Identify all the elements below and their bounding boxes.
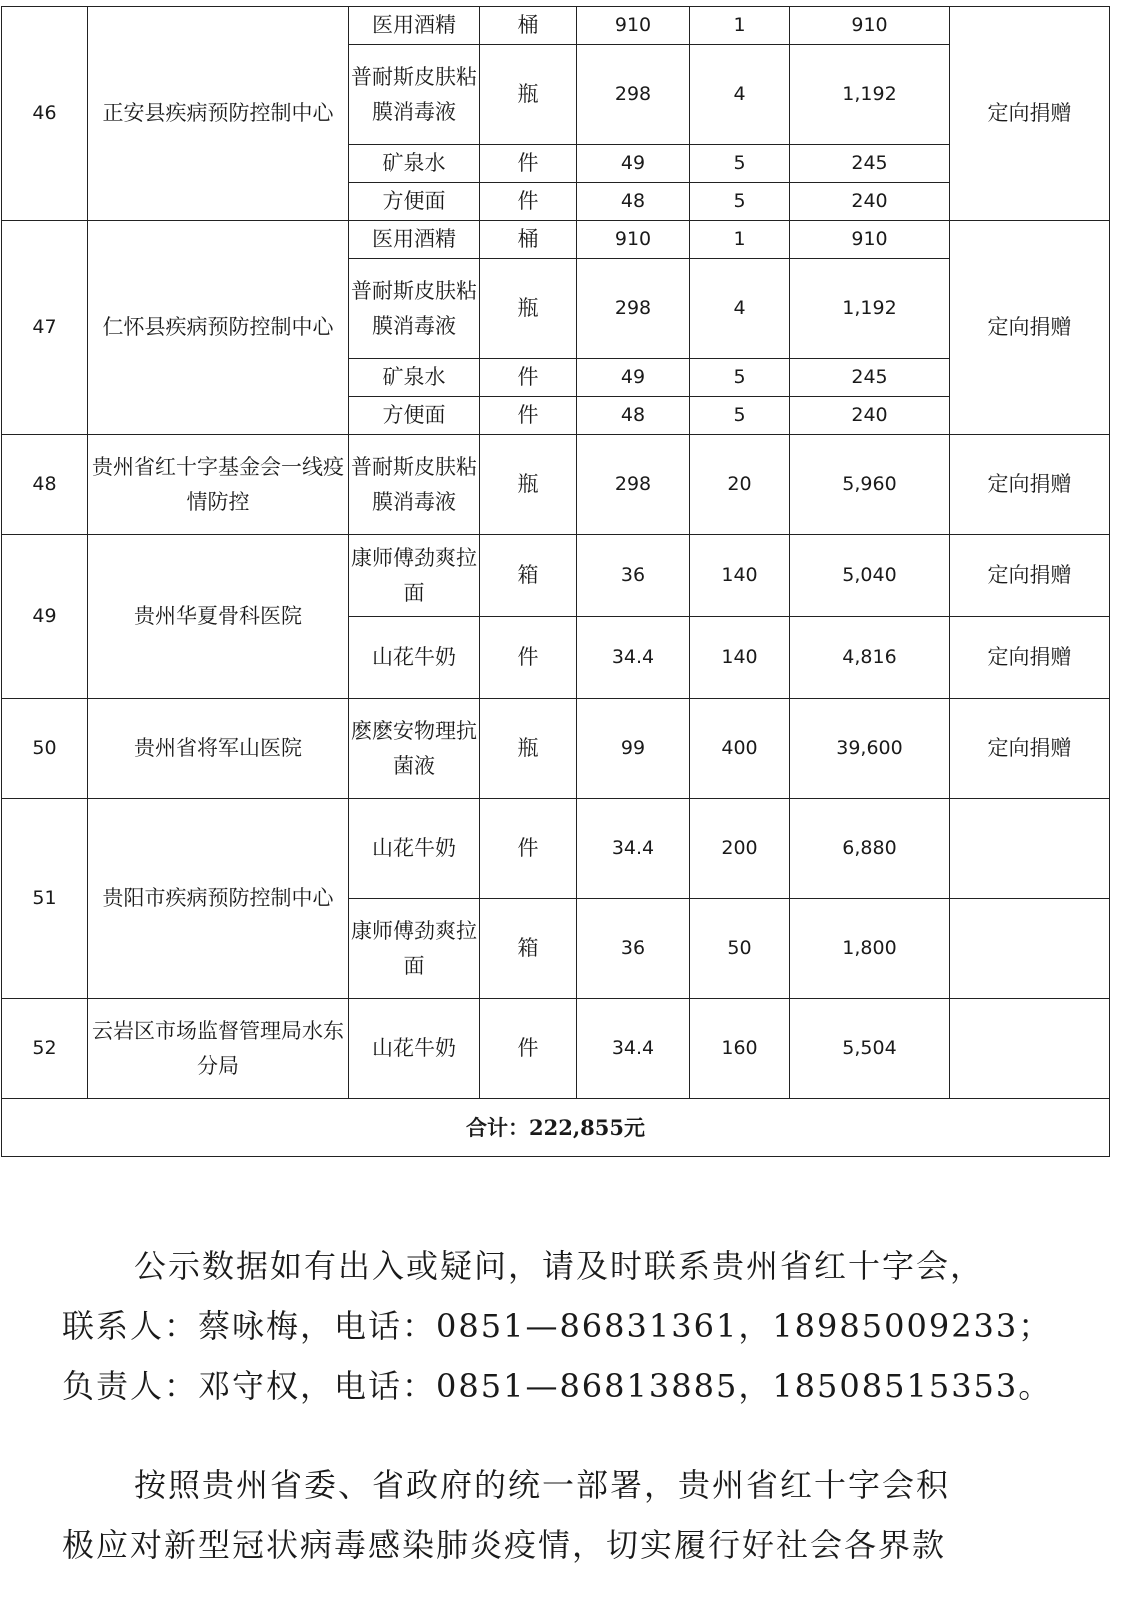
item-unit: 桶 (480, 7, 577, 45)
donation-note: 定向捐赠 (950, 699, 1110, 799)
item-unit: 件 (480, 999, 577, 1099)
item-name: 普耐斯皮肤粘膜消毒液 (349, 435, 480, 535)
item-qty: 1 (690, 7, 790, 45)
table-row (2, 7, 1110, 45)
donation-note: 定向捐赠 (950, 535, 1110, 617)
item-amount: 910 (790, 7, 950, 45)
item-name: 普耐斯皮肤粘膜消毒液 (349, 45, 480, 145)
item-amount: 245 (790, 359, 950, 397)
row-number: 48 (2, 435, 88, 535)
donation-note: 定向捐赠 (950, 7, 1110, 221)
item-amount: 5,040 (790, 535, 950, 617)
item-name: 山花牛奶 (349, 799, 480, 899)
donation-note: 定向捐赠 (950, 435, 1110, 535)
item-name: 医用酒精 (349, 221, 480, 259)
row-number: 47 (2, 221, 88, 435)
item-qty: 1 (690, 221, 790, 259)
item-unit: 件 (480, 359, 577, 397)
item-name: 康师傅劲爽拉面 (349, 535, 480, 617)
recipient-org: 正安县疾病预防控制中心 (88, 7, 349, 221)
item-qty: 4 (690, 45, 790, 145)
item-amount: 240 (790, 183, 950, 221)
item-price: 99 (577, 699, 690, 799)
item-name: 矿泉水 (349, 145, 480, 183)
item-qty: 140 (690, 617, 790, 699)
item-amount: 240 (790, 397, 950, 435)
item-unit: 瓶 (480, 259, 577, 359)
row-number: 50 (2, 699, 88, 799)
item-unit: 桶 (480, 221, 577, 259)
item-name: 方便面 (349, 397, 480, 435)
item-price: 48 (577, 397, 690, 435)
item-amount: 5,960 (790, 435, 950, 535)
responsible-person-line: 负责人：邓守权，电话：0851—86813885，18508515353。 (62, 1367, 1053, 1405)
recipient-org: 仁怀县疾病预防控制中心 (88, 221, 349, 435)
item-unit: 箱 (480, 899, 577, 999)
recipient-org: 贵州华夏骨科医院 (88, 535, 349, 699)
item-price: 34.4 (577, 799, 690, 899)
item-unit: 件 (480, 617, 577, 699)
contact-person-line: 联系人：蔡咏梅，电话：0851—86831361，18985009233； (62, 1307, 1053, 1345)
row-number: 46 (2, 7, 88, 221)
donations-table (1, 6, 1110, 1157)
item-price: 34.4 (577, 617, 690, 699)
item-unit: 瓶 (480, 435, 577, 535)
recipient-org: 贵阳市疾病预防控制中心 (88, 799, 349, 999)
paragraph-line: 极应对新型冠状病毒感染肺炎疫情，切实履行好社会各界款 (62, 1526, 947, 1564)
item-name: 麽麽安物理抗菌液 (349, 699, 480, 799)
donation-note (950, 899, 1110, 999)
item-amount: 1,800 (790, 899, 950, 999)
item-qty: 20 (690, 435, 790, 535)
recipient-org: 云岩区市场监督管理局水东分局 (88, 999, 349, 1099)
table-row (2, 699, 1110, 799)
item-unit: 瓶 (480, 45, 577, 145)
donation-note (950, 999, 1110, 1099)
item-name: 方便面 (349, 183, 480, 221)
item-name: 山花牛奶 (349, 617, 480, 699)
donation-note: 定向捐赠 (950, 221, 1110, 435)
recipient-org: 贵州省红十字基金会一线疫情防控 (88, 435, 349, 535)
row-number: 52 (2, 999, 88, 1099)
item-qty: 4 (690, 259, 790, 359)
item-qty: 5 (690, 397, 790, 435)
item-price: 34.4 (577, 999, 690, 1099)
recipient-org: 贵州省将军山医院 (88, 699, 349, 799)
item-qty: 5 (690, 145, 790, 183)
item-qty: 200 (690, 799, 790, 899)
row-number: 49 (2, 535, 88, 699)
item-name: 医用酒精 (349, 7, 480, 45)
item-qty: 140 (690, 535, 790, 617)
item-amount: 5,504 (790, 999, 950, 1099)
total-amount: 合计：222,855元 (2, 1099, 1110, 1157)
item-unit: 件 (480, 145, 577, 183)
item-unit: 件 (480, 397, 577, 435)
notice-line: 公示数据如有出入或疑问，请及时联系贵州省红十字会， (134, 1247, 985, 1285)
item-unit: 件 (480, 799, 577, 899)
item-price: 910 (577, 7, 690, 45)
paragraph-line: 按照贵州省委、省政府的统一部署，贵州省红十字会积 (134, 1466, 951, 1504)
item-price: 36 (577, 899, 690, 999)
item-amount: 39,600 (790, 699, 950, 799)
item-price: 48 (577, 183, 690, 221)
table-row (2, 999, 1110, 1099)
table-row (2, 435, 1110, 535)
item-amount: 6,880 (790, 799, 950, 899)
item-amount: 910 (790, 221, 950, 259)
item-unit: 件 (480, 183, 577, 221)
contact-notice (62, 1236, 1062, 1296)
item-amount: 4,816 (790, 617, 950, 699)
item-price: 910 (577, 221, 690, 259)
item-name: 康师傅劲爽拉面 (349, 899, 480, 999)
item-unit: 瓶 (480, 699, 577, 799)
item-price: 49 (577, 145, 690, 183)
row-number: 51 (2, 799, 88, 999)
item-unit: 箱 (480, 535, 577, 617)
contact-notice-continued (62, 1296, 1062, 1416)
total-row (2, 1099, 1110, 1157)
item-price: 298 (577, 259, 690, 359)
item-price: 298 (577, 435, 690, 535)
item-amount: 245 (790, 145, 950, 183)
item-qty: 5 (690, 183, 790, 221)
item-amount: 1,192 (790, 45, 950, 145)
table-row (2, 535, 1110, 617)
item-price: 36 (577, 535, 690, 617)
body-paragraph-continued (62, 1515, 1062, 1575)
item-name: 矿泉水 (349, 359, 480, 397)
item-name: 普耐斯皮肤粘膜消毒液 (349, 259, 480, 359)
item-name: 山花牛奶 (349, 999, 480, 1099)
item-qty: 50 (690, 899, 790, 999)
table-row (2, 221, 1110, 259)
item-price: 298 (577, 45, 690, 145)
item-qty: 160 (690, 999, 790, 1099)
donation-note: 定向捐赠 (950, 617, 1110, 699)
body-paragraph (62, 1455, 1062, 1515)
item-price: 49 (577, 359, 690, 397)
donation-note (950, 799, 1110, 899)
item-qty: 400 (690, 699, 790, 799)
item-qty: 5 (690, 359, 790, 397)
table-row (2, 799, 1110, 899)
item-amount: 1,192 (790, 259, 950, 359)
